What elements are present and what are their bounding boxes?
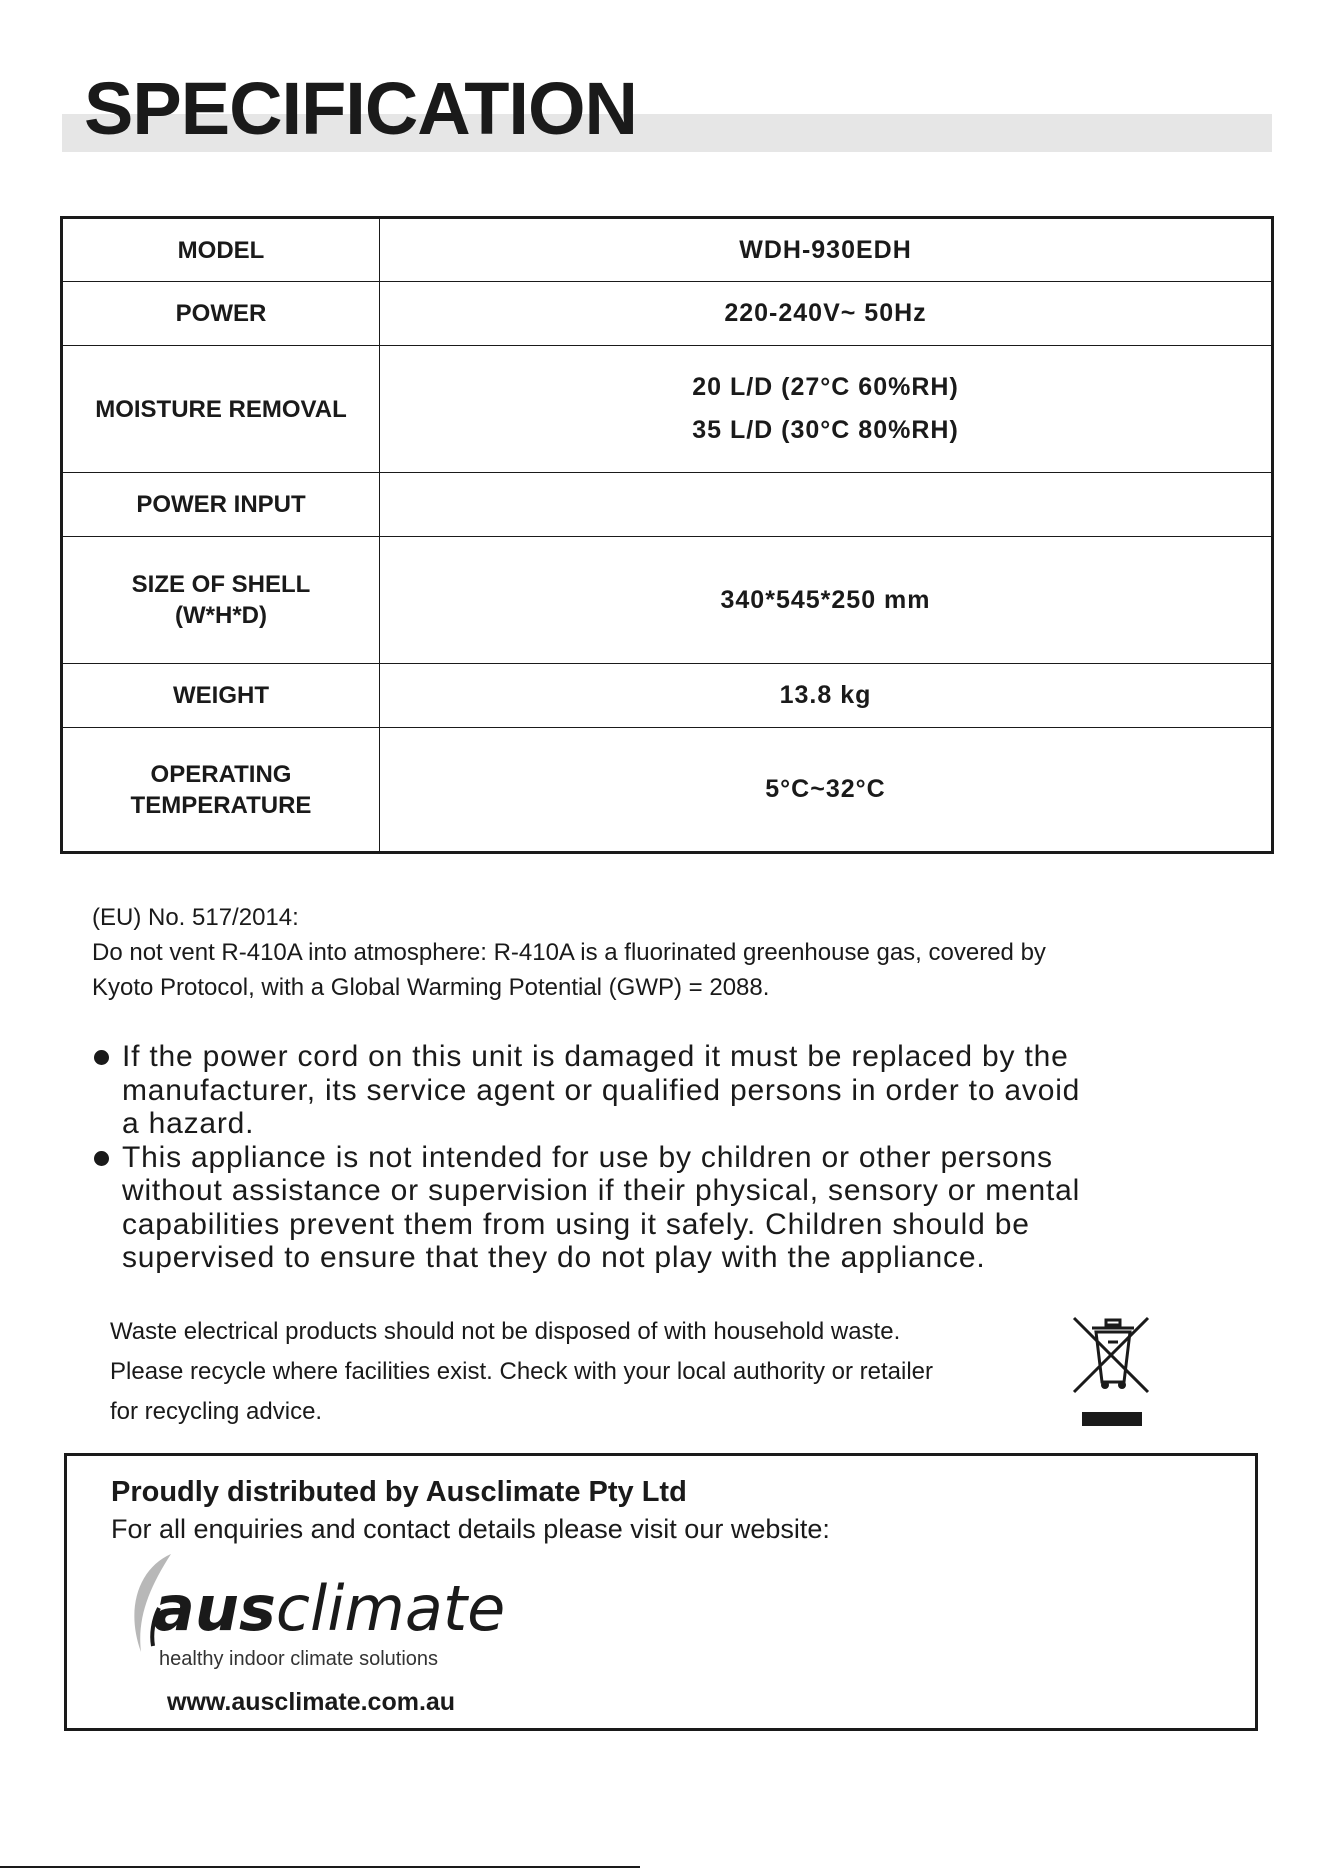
ausclimate-logo [119, 1548, 539, 1668]
distributor-subtitle: For all enquiries and contact details please visit our website: [111, 1514, 830, 1544]
spec-value [380, 473, 1273, 537]
spec-row-model [62, 218, 1273, 282]
spec-value-line: 35 L/D (30°C 80%RH) [692, 416, 959, 444]
waste-notice [110, 1312, 933, 1432]
spec-value [380, 346, 1273, 473]
logo-tagline: healthy indoor climate solutions [159, 1648, 439, 1670]
eu-notice-line: (EU) No. 517/2014: [92, 904, 299, 931]
bullet-item: If the power cord on this unit is damaged it must be replaced by the manufacturer, its service agent or qualified persons in order to avoid a hazard. [92, 1040, 1080, 1141]
bullet-dot-icon [94, 1151, 109, 1166]
spec-table [60, 216, 1274, 854]
spec-label: WEIGHT [62, 664, 380, 728]
waste-notice-line: Waste electrical products should not be disposed of with household waste. [110, 1318, 901, 1345]
spec-row-size-of-shell [62, 537, 1273, 664]
waste-notice-line: for recycling advice. [110, 1398, 323, 1425]
weee-crossed-bin-icon [1072, 1316, 1152, 1428]
waste-notice-line: Please recycle where facilities exist. Check with your local authority or retailer [110, 1358, 933, 1385]
spec-value: 13.8 kg [380, 664, 1273, 728]
distributor-title: Proudly distributed by Ausclimate Pty Ltd [111, 1476, 687, 1508]
spec-row-operating-temperature [62, 728, 1273, 853]
spec-label: POWER INPUT [62, 473, 380, 537]
footer-rule [0, 1866, 640, 1868]
spec-value-line: 20 L/D (27°C 60%RH) [692, 373, 959, 401]
page-title: SPECIFICATION [84, 67, 637, 150]
spec-value: WDH-930EDH [380, 218, 1273, 282]
spec-row-power [62, 282, 1273, 346]
spec-value: 340*545*250 mm [380, 537, 1273, 664]
spec-row-weight [62, 664, 1273, 728]
logo-wordmark: ausclimate [153, 1572, 506, 1645]
bullet-dot-icon [94, 1050, 109, 1065]
website-link[interactable]: www.ausclimate.com.au [167, 1688, 456, 1716]
spec-value: 5°C~32°C [380, 728, 1273, 853]
spec-label: SIZE OF SHELL (W*H*D) [62, 537, 380, 664]
spec-label: MODEL [62, 218, 380, 282]
spec-row-power-input [62, 473, 1273, 537]
spec-label: OPERATING TEMPERATURE [62, 728, 380, 853]
spec-label: MOISTURE REMOVAL [62, 346, 380, 473]
spec-value: 220-240V~ 50Hz [380, 282, 1273, 346]
safety-bullets [92, 1040, 1080, 1275]
spec-row-moisture-removal [62, 346, 1273, 473]
eu-notice-line: Do not vent R-410A into atmosphere: R-410A is a fluorinated greenhouse gas, covered by [92, 939, 1046, 966]
eu-notice-line: Kyoto Protocol, with a Global Warming Potential (GWP) = 2088. [92, 974, 770, 1001]
distributor-box [64, 1453, 1258, 1731]
spec-label: POWER [62, 282, 380, 346]
eu-regulation-notice [92, 900, 1046, 1005]
bullet-item: This appliance is not intended for use by children or other persons without assistance or supervision if their physical, sensory or mental capabilities prevent them from using it safely. Children should be supervised to ensure that they do not play with the appliance. [92, 1141, 1080, 1275]
